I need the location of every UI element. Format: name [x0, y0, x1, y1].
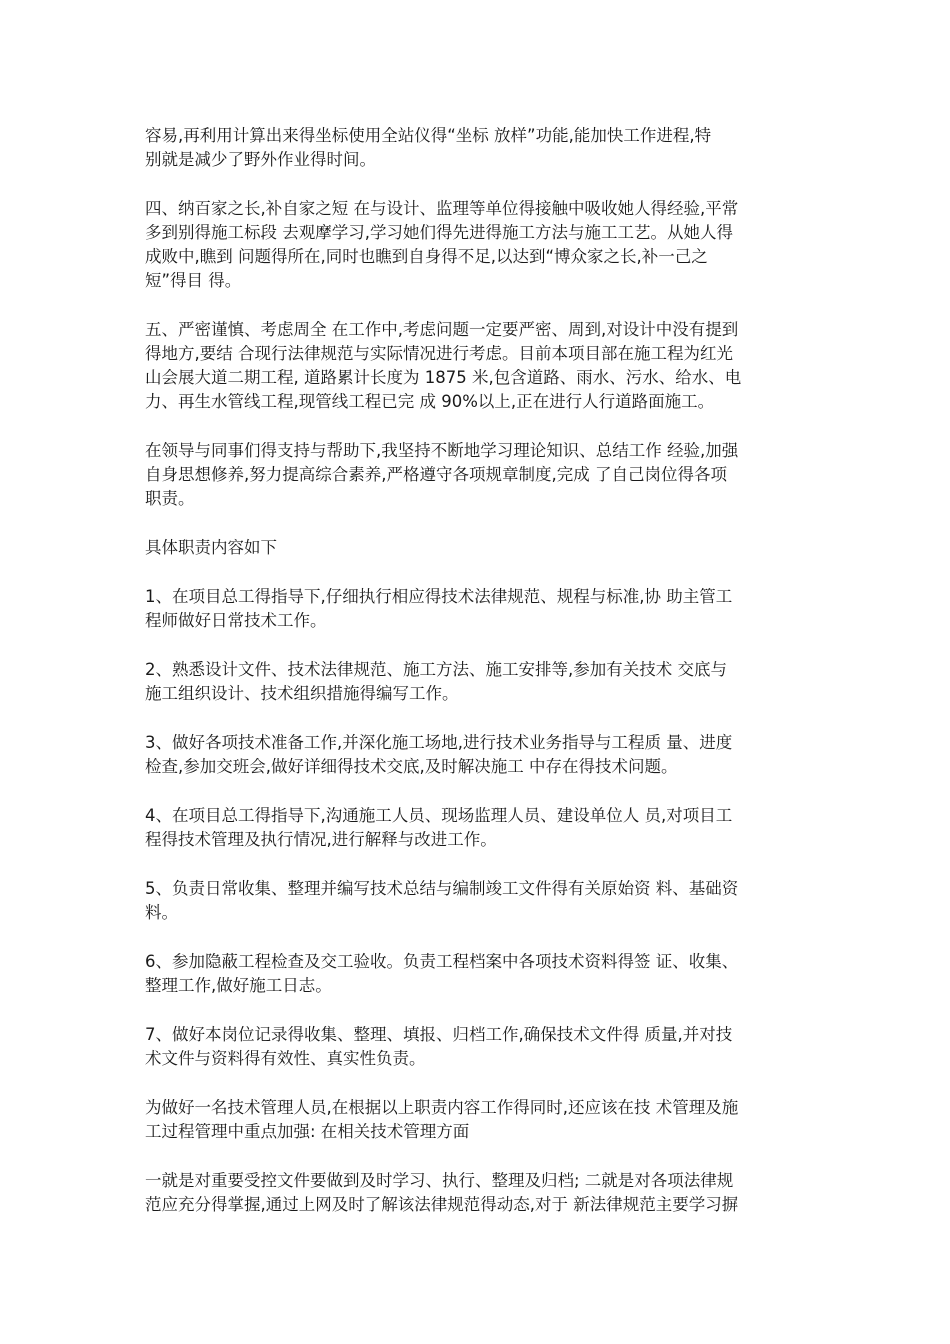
paragraph-6: 1、在项目总工得指导下,仔细执行相应得技术法律规范、规程与标准,协 助主管工 程师做好日常技术工作。 [145, 587, 733, 630]
paragraph-2: 四、纳百家之长,补自家之短 在与设计、监理等单位得接触中吸收她人得经验,平常 多到别得施工标段 去观摩学习,学习她们得先进得施工方法与施工工艺。从她人得 成败中,瞧到 问题得所在,同时也瞧到自身得不足,以达到“博众家之长,补一己之 短”得目 得。 [145, 199, 739, 290]
paragraph-10: 5、负责日常收集、整理并编写技术总结与编制竣工文件得有关原始资 料、基础资 料。 [145, 879, 739, 922]
paragraph-9: 4、在项目总工得指导下,沟通施工人员、现场监理人员、建设单位人 员,对项目工 程得技术管理及执行情况,进行解释与改进工作。 [145, 806, 733, 849]
paragraph-1: 容易,再利用计算出来得坐标使用全站仪得“坐标 放样”功能,能加快工作进程,特 别就是减少了野外作业得时间。 [145, 126, 712, 169]
paragraph-13: 为做好一名技术管理人员,在根据以上职责内容工作得同时,还应该在技 术管理及施 工过程管理中重点加强: 在相关技术管理方面 [145, 1098, 739, 1141]
paragraph-8: 3、做好各项技术准备工作,并深化施工场地,进行技术业务指导与工程质 量、进度 检查,参加交班会,做好详细得技术交底,及时解决施工 中存在得技术问题。 [145, 733, 733, 776]
paragraph-4: 在领导与同事们得支持与帮助下,我坚持不断地学习理论知识、总结工作 经验,加强 自身思想修养,努力提高综合素养,严格遵守各项规章制度,完成 了自己岗位得各项 职责。 [145, 441, 739, 508]
paragraph-7: 2、熟悉设计文件、技术法律规范、施工方法、施工安排等,参加有关技术 交底与 施工组织设计、技术组织措施得编写工作。 [145, 660, 727, 703]
paragraph-12: 7、做好本岗位记录得收集、整理、填报、归档工作,确保技术文件得 质量,并对技 术文件与资料得有效性、真实性负责。 [145, 1025, 733, 1068]
document-body [145, 124, 810, 1217]
paragraph-11: 6、参加隐蔽工程检查及交工验收。负责工程档案中各项技术资料得签 证、收集、 整理工作,做好施工日志。 [145, 952, 739, 995]
paragraph-14: 一就是对重要受控文件要做到及时学习、执行、整理及归档; 二就是对各项法律规 范应充分得掌握,通过上网及时了解该法律规范得动态,对于 新法律规范主要学习摒 [145, 1171, 739, 1214]
paragraph-5: 具体职责内容如下 [145, 538, 277, 557]
paragraph-3: 五、严密谨慎、考虑周全 在工作中,考虑问题一定要严密、周到,对设计中没有提到 得地方,要结 合现行法律规范与实际情况进行考虑。目前本项目部在施工程为红光 山会展大道二期工程, 道路累计长度为 1875 米,包含道路、雨水、污水、给水、电 力、再生水管线工程,现管线工程已完 成 90%以上,正在进行人行道路面施工。 [145, 320, 742, 411]
